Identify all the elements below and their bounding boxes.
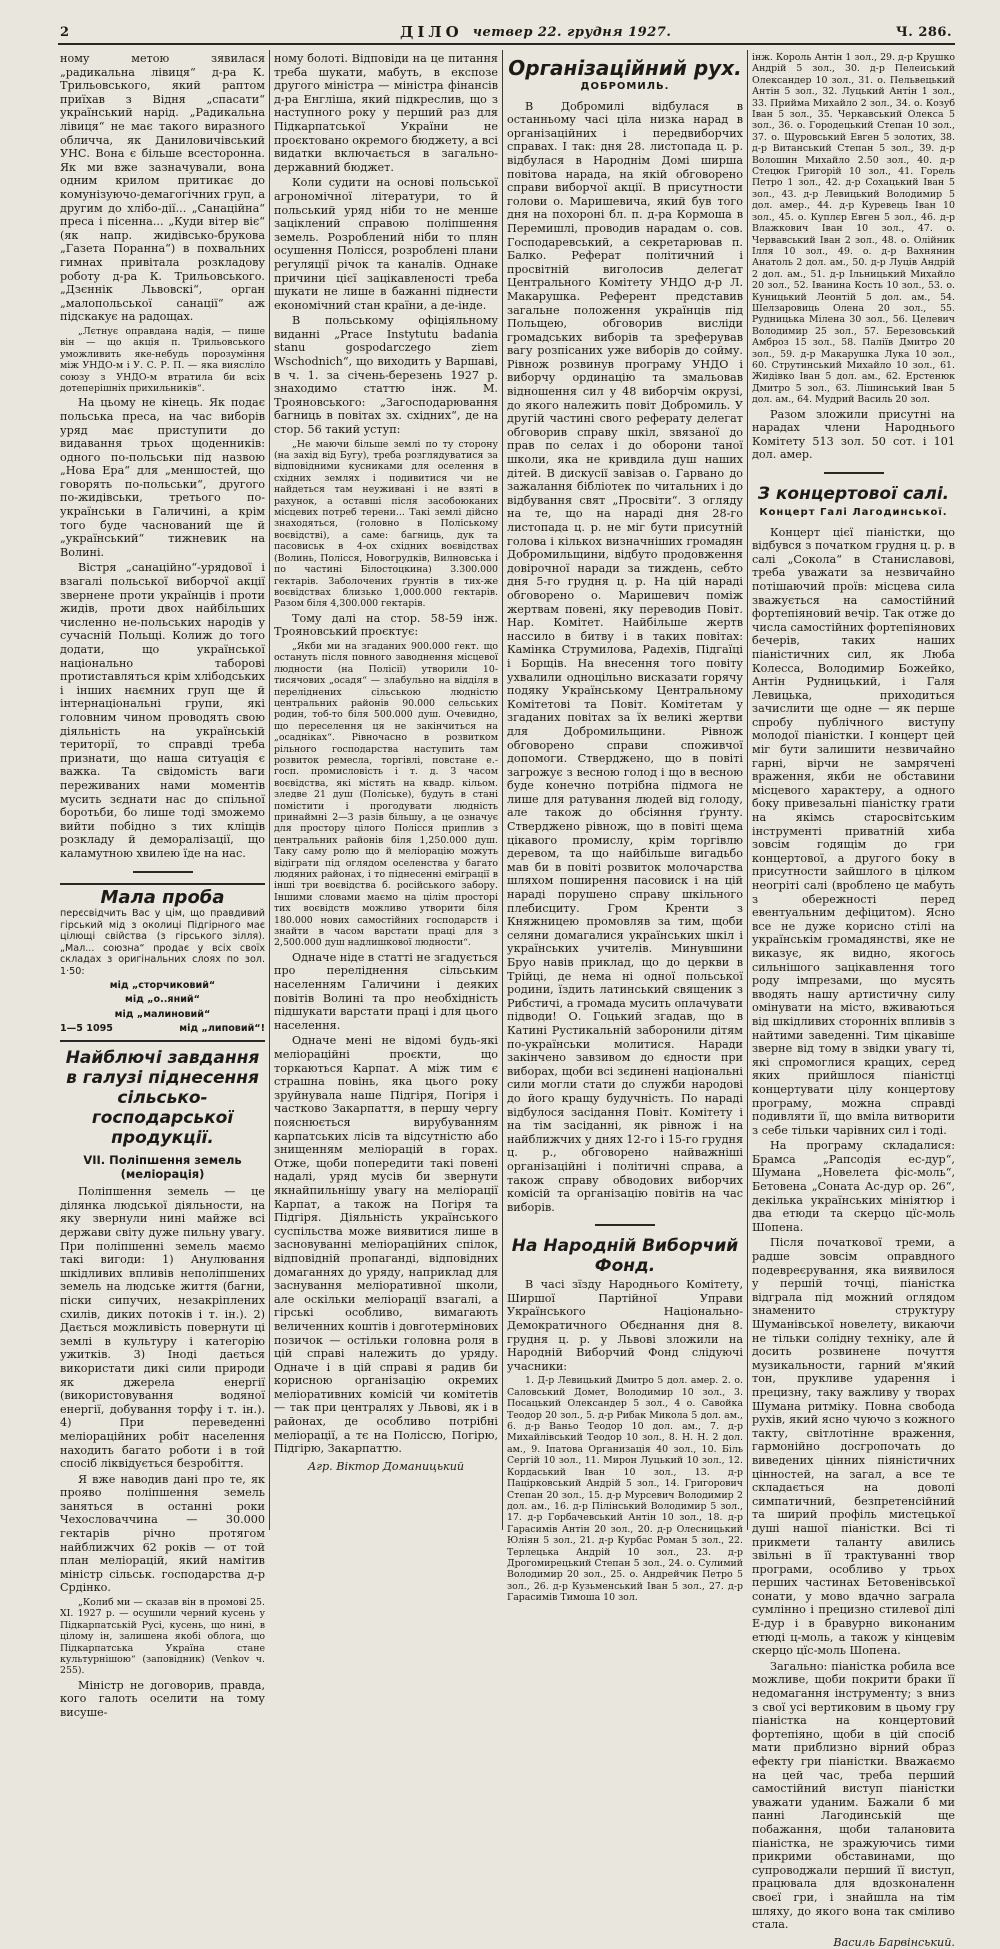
column-4 (752, 52, 955, 1949)
quote-text: „Не маючи більше землі по ту сторону (на захід від Бугу), треба розглядуватися за відповідними кусниками для оселення в східних землях і подивитися чи не найдеться там неуживані і не взяті в рахунок, а оставші після засобоюканих місцевих потреб терени... Такі землі дійсно знаходяться, (головно в Поліському воєвідстві), а саме: багниць, дук та пасовиськ в 4-ох східних воєвідствах (Волинь, Полісся, Новогрудків, Вилновська і по частині Білостоцкина) 3.300.000 гектарів. Заболочених ґрунтів в тих-же воєвідствах близько 1,000.000 гектарів. Разом біля 4,300.000 гектарів. (274, 438, 498, 610)
advertisement (60, 883, 265, 1043)
article-paragraph: Після початкової треми, а радше зовсім оправдного подевреєрування, яка виявилося у першій точці, піаністка відграла під можний оглядом знаменито структуру Шуманівської новелету, викаючи не тільки солідну техніку, але й досить розвинене почуття музикальности, гарний м'який тон, прукливе ударення і прецизну, таку важливу у творах Шумана ритміку. Повна свобода рухів, який ясно чуючо з кожного такту, світлотінне враження, гармонійно досгропочать до виведених цінних піяністичних цінностей, на загал, а все те складається на доволі симпатичний, безпретенсійний та ширий профіль мистецької душі нашої піаністки. Всі ті прикмети таланту авились звільні в її трактуванні твор програми, особливо у трьох перших частинах Бетовенівської сонати, у мово вдачно заграла сумлінно і прецизно стилевої ділі Е-дур і в бравурно виконаним етюді ц-моль, а також у кінцевім скерцо цїс-моль Шопена. (752, 1236, 955, 1658)
issue-date: четвер 22. грудня 1927. (472, 24, 672, 40)
page-header (60, 22, 952, 42)
ad-brand: мід „липовий“! (179, 1023, 265, 1035)
ad-brand: мід „о..яний“ (125, 994, 200, 1006)
quote-text: „Лєтнує оправдана надія, — пише він — що акція п. Трильовського уможливить яке-небудь порозуміння між УНДО-м і У. С. Р. П. — яка виясліло союзу з УНДО-м втратила би всіх дотеперішніх прихильників“. (60, 325, 265, 394)
article-paragraph: На цьому не кінець. Як подає польська преса, на час виборів уряд має приступити до видавання трьох щоденників: одного по-польськи під назвою „Нова Ера“ для „меншостей, що говорять по-польськи“, другого по-жидівськи, третього по-українськи в Галичині, а крім того буде часнований ще й „український“ тижневик на Волині. (60, 396, 265, 559)
column-1 (60, 52, 265, 1720)
column-divider (269, 50, 270, 1530)
article-title: На Народній Виборчий Фонд. (511, 1236, 739, 1277)
article-paragraph: Загально: піаністка робила все можливе, щоби покрити браки її недомагання інструменту; з вниз з свої усі вертиковим в цьому гру піаністка на концертовий фортепіяно, щоби в цій спосіб мати приблизно вірний образ ефекту гри піаністки. Вважаємо на цей час, треба перший самостійний виступ піаністки уважати уданим. Бажали б ми панні Лагодинській ще побажання, щоби талановита піаністка, не зражуючись тими прикрими обставинами, що супроводжали перший її виступ, працювала для вдозконаленн своєї гри, і знайшла на тім шляху, до якого вона так сміливо стала. (752, 1659, 955, 1932)
ad-code: 1—5 1095 (60, 1023, 113, 1035)
ad-body: перєсвідчить Вас у цім, що правдивий гірський мід з околиці Підгірного має цілющі свійства (з гірського зілля). „Мал... союзна“ продає у всіх своїх складах з оригінальних слоях по зол. 1·50: (60, 908, 265, 978)
ad-brand-list (60, 979, 265, 1022)
article-paragraph: Концерт цієї піаністки, що відбувся з початком грудня ц. р. в салі „Сокола“ в Станиславові, треба уважати за незвичайно потішаючий проїв: місцева сила зважується на самостійний фортепіяновий вечір. Так отже до числа самостійних фортепіянових бечерів, таких наших піаністичних сил, як Люба Колесса, Володимир Божейко, Антін Рудницький, і Галя Левицька, приходиться зачислити ще одне — як перше спробу публічного виступу молодої піаністки. І концерт цей міг бути залишити незвичайно гарні, вірчи не замрячені враження, якби не обставини місцевого характеру, а одного боку привезальні піаністку грати на якімсь старосвітським інструменті приватній хиба зовсім годящім до гри концертової, а другого боку в присутности зайшлого в цілком неогріті салі (вроблено це мабуть з обережності перед евентуальним дефіцитом). Ясно все не дуже корисно стілі на українськім громадянстві, яке не виказує, як видно, якогось сильнішого зацікавлення того роду імпрезами, що мусять вводять нашу артистичну силу омінувати на місто, вживаються від шкідливих сторонніх впливів з найтими заведенні. Тим цікавіше зверне від тому в звідки увагу ті, які спромоглися кращих, серед яких прийшлося піаністці концертувати цілу концертову програму, можна справді подивляти її, що вміла витворити з себе тільки чарівних сил і тоді. (752, 525, 955, 1137)
masthead: ДІЛО (400, 23, 463, 41)
article-paragraph: Коли судити на основі польської агрономічної літератури, то й польський уряд ніби то не менше заціклений справою поліпшення земель. Розроблений ніби то плян осушення Полісся, розроблені плани регуляції річок та каналів. Однаке причини цієї зацікавленості треба шукати не лише в бажанні піднести економічний стан країни, а де-інде. (274, 176, 498, 312)
quote-text: „Колиб ми — сказав він в промові 25. XI. 1927 р. — осушили черний кусень у Підкарпатській Русі, кусень, що нині, в цілому ін, залишена якобі облога, що Підкарпатська Україна стане культурнішою“ (заповідник) (Venkov ч. 255). (60, 1597, 265, 1677)
ad-footer (60, 1022, 265, 1036)
article-paragraph: В часі зїзду Народнього Комітету, Ширшої Партійної Управи Українського Національно-Демократичного Обєднання дня 8. грудня ц. р. у Львові зложили на Народній Виборчий Фонд слідуючі учасники: (507, 1278, 743, 1373)
header-rule (58, 43, 955, 45)
issue-number: Ч. 286. (895, 24, 952, 40)
separator (824, 472, 884, 474)
article-paragraph: Вістря „санаційно“-урядової і взагалі польської виборчої акції звернене проти українців і проти жидів, проти двох найбільших численно не-польських народів у сучасній Польщі. Колиж до того додати, що української національно таборові протиставляться крім хлібодських і інших наємних груп ще й інтернаціональні групи, які головним чином проводять свою діяльність на українській території, то справді треба признати, що наша ситуація є важка. Та свідомість ваги переживаних нами моментів мусить зєднати нас до спільної боротьби, бо лише тоді зможемо вийти побідно з тих кліщів розкладу й деморалізації, що каламутною хвилею їде на нас. (60, 561, 265, 860)
article-signature: Агр. Віктор Доманицький (307, 1459, 465, 1473)
ad-title: Мала проба (100, 886, 225, 908)
article-paragraph: Разом зложили присутні на нарадах члени Народнього Комітету 513 зол. 50 сот. і 101 дол. амер. (752, 407, 955, 462)
article-paragraph: В Добромилі відбулася в останньому часі ціла низка нарад в організаційних і передвиборчих справах. І так: дня 28. листопада ц. р. відбулася в Народнім Домі ширша повітова нарада, на якій обговорено справи виборчої акції. В присутности голови о. Маришевича, який був того дня на похороні бл. п. д-ра Кормоша в Перемишлі, проводив нарадам о. сов. Господаревський, а секретарював п. Балко. Реферат політичний і просвітній виголосив делегат Центрального Комітету УНДО д-р Л. Макарушка. Референт представив загальне положення українців під Польщею, обговорив висліди громадських виборів та зреферував вагу розпісаних уже виборів до сойму. Рівнож розвинув програму УНДО і виборчу ординацію та змальовав відношення сил у 48 виборчім окрузі, до якого належить повіт Добромиль. У другій частині свого реферату делегат обговорив справу шкіл, звязаної до прав по селах і до оборони таної школи, яка не кривдила душ наших дітей. В дискусії завізав о. Гарвано до зажалання бібліотек по читальних і до відбування свят „Просвіти“. З огляду на те, що на нараді дня 28-го листопада ц. р. не міг бути присутній голова і кількох визначніших громадян Добромильщини, відбуто продовження довірочної наради за тиждень, себто дня 5-го грудня ц. р. На цій нараді обговорено о. Маришевич поміж жертвам повені, яку переводив Повіт. Нар. Комітет. Найбільше жертв нассило в битву і в таких повітах: Камінка Струмилова, Радехів, Підгаїці і Борщів. На внесення того повіту ухвалили одноцільно висказати горячу подяку Українському Центральному Комітетові та Повіт. Комітетам у згаданих повітах за їх великі жертви для Добромильщини. Рівнож обговорено справи споживчої допомоги. Стверджено, що в повіті загрожує з весною голод і що в весною буде конечно потрібна підмога не лише для ратування людей від голоду, але також до обсіяння ґрунту. Стверджено рівнож, що в повіті щема цікавого промислу, крім торгівлю деревом, та що найбільше вигадьбо мав би в повіті розвиток молочарства шляхом поширення пасовиск і на цій нараді порушено справу шкільного плебисциту. Гром Кренти з Княжницею промовляв за тим, щоби селяни домагалися українських шкіл і українських учителів. Минувшини Бруо навів приклад, що до церкви в Трійці, де нема ні одної польської родини, їздить латинський священик з Рибстичі, а громада мусить оплачувати підводи! О. Гоцький згадав, що в Катині Рустикальній заборонили дітям по-українськи молитися. Наради закінчено завзивом до єдности при виборах, щоби всі зєдинені національні сили могли стати до служби народові до його кращу будучність. По нараді відбулося засідання Повіт. Комітету і на тім засіданні, як рівнож і на найближчих у днях 12-го і 15-го грудня ц. р., обговорено найважніші організаційні і політичні справа, а також справу обводових виборчих комісій та організацію повітів на час виборів. (507, 99, 743, 1214)
column-divider (502, 50, 503, 1530)
article-paragraph: Поліпшення земель — це ділянка людської діяльности, на яку звернули нині майже всі держави світу дуже пильну увагу. При поліпшенні земель маємо такі вигоди: 1) Анулювання шкідливих впливів неполіпшених земель на людське життя (багни, піски сипучих, незакріплених схилів, диких потоків і т. ін.). 2) Дається можливість повернути ці землі в культуру і категорію ужитків. 3) Іноді дається використати дикі сили природи як джерела енергії (використовування водяної енергії, добування торфу і т. ін.). 4) При переведенні меліораційних робіт населення находить багато роботи і в той спосіб ліквідується безробіття. (60, 1185, 265, 1471)
article-title: Організаційний рух. (508, 56, 742, 80)
article-title: З концертової салі. (757, 483, 950, 504)
column-divider (747, 50, 748, 1530)
donor-list: 1. Д-р Левицький Дмитро 5 дол. амер. 2. о. Саловський Домет, Володимир 10 зол., 3. Посацький Олександер 5 зол., 4 о. Савойка Теодор 20 зол., 5. д-р Рибак Микола 5 дол. ам., 6. д-р Ваньо Теодор 10 дол. ам., 7. д-р Михайлівський Теодор 10 зол., 8. Н. Н. 2 дол. ам., 9. Іпатова Организація 40 зол., 10. Біль Сергій 10 зол., 11. Мирон Луцький 10 зол., 12. Кордаський Іван 10 зол., 13. д-р Пацірковський Андрій 5 зол., 14. Григорович Степан 20 зол., 15. д-р Мурсевич Володимир 2 дол. ам., 16. д-р Пілінський Володимир 5 зол., 17. д-р Горбачевський Антін 10 зол., 18. д-р Гарасимів Антін 20 зол., 20. д-р Олесницький Юліян 5 зол., 21. д-р Курбас Роман 5 зол., 22. Терлецька Андрій 10 зол., 23. д-р Дрогомирецький Степан 5 зол., 24. о. Сулимий Володимир 20 зол., 25. о. Андрейчик Петро 5 зол., 26. д-р Кузьменський Іван 5 зол., 27. д-р Гарасимів Тимоша 10 зол. (507, 1375, 743, 1604)
article-paragraph: В польському офіціяльному виданні „Prace Instytutu badania stanu gospodarczego ziem Wschodnich“, що виходить у Варшаві, в ч. 1. за січень-березень 1927 р. знаходимо статтю інж. М. Трояновського: „Загосподарювання багниць в повітах зх. східних“, де на стор. 56 такий уступ: (274, 314, 498, 437)
article-paragraph: Я вже наводив дані про те, як прояво поліпшення земель заняться в останні роки Чехословаччина — 30.000 гектарів річно протягом найближчих 62 років — от той план меліорацій, який намітив міністр сільськ. господарства д-р Срдінко. (60, 1472, 265, 1595)
separator (133, 871, 193, 873)
article-paragraph: Тому далі на стор. 58-59 інж. Трояновський проєктує: (274, 611, 498, 639)
article-signature: Василь Барвінський. (833, 1935, 955, 1949)
article-paragraph: Одначе ніде в статті не згадується про переліднення сільським населенням Галичини і деяких повітів Волині та про необхідність підшукати варстати праці і для цього населення. (274, 950, 498, 1032)
donor-list: інж. Король Антін 1 зол., 29. д-р Крушко Андрій 5 зол., 30. д-р Пелеиський Олександер 10 зол., 31. о. Пельвецький Антін 5 зол., 32. Луцький Антін 1 зол., 33. Прийма Михайло 2 зол., 34. о. Козуб Іван 5 зол., 35. Черкавський Олекса 5 зол., 36. о. Городецький Степан 10 зол., 37. о. Щуровський Евген 5 золотих, 38. д-р Витанський Степан 5 зол., 39. д-р Волошин Михайло 2.50 зол., 40. д-р Стецюк Григорій 10 зол., 41. Горель Петро 1 зол., 42. д-р Сохацький Іван 5 зол., 43. д-р Левицький Володимир 5 дол. амер., 44. д-р Куревець Іван 10 зол., 45. о. Куплєр Евген 5 зол., 46. д-р Влажкович Іван 10 зол., 47. о. Червавський Іван 2 зол., 48. о. Олійник Ілля 10 зол., 49. о. д-р Вахнянин Анатоль 2 дол. ам., 50. д-р Луців Андрій 2 дол. ам., 51. д-р Ільницький Михайло 20 зол., 52. Іванина Кость 10 зол., 53. о. Куницький Леонтій 5 дол. ам., 54. Шелзаровиць Олена 20 зол., 55. Рудницька Мілена 30 зол., 56. Целевич Володимир 25 зол., 57. Березовський Амброз 15 зол., 58. Паліїв Дмитро 20 зол., 59. д-р Макарушка Лука 10 зол., 60. Струтинський Михайло 10 зол., 61. Жидівко Іван 5 дол. ам., 62. Ерстенюк Дмитро 5 зол., 63. Лішинський Іван 5 дол. ам., 64. Мудрий Василь 20 зол. (752, 52, 955, 406)
article-section: VII. Поліпшення земель (меліорація) (83, 1153, 242, 1181)
article-paragraph: ному болоті. Відповіди на це питання треба шукати, мабуть, в експозе другого міністра — міністра фінансів д-ра Енгліша, який підкреслив, що з наступного року у перший раз для Підкарпатської України не проєктовано окремого бюджету, а всі видатки включається в загально-державний бюджет. (274, 52, 498, 174)
separator (595, 1224, 655, 1226)
column-3 (507, 52, 743, 1604)
article-paragraph: Одначе мені не відомі будь-які меліораційні проєкти, що торкаються Карпат. А між тим є страшна повінь, яка цього року зруйнувала наше Підгіря, Погіря і частково Закарпаття, в першу чергу пояснюється вирубуванням карпатських лісів та відсутністю або знищенням меліорацій в горах. Отже, щоби попередити такі повені надалі, уряд мусів би звернути якнайпильнішу увагу на меліорації Карпат, а також на Погіря та Підгіря. Діяльність українського суспільства може виявитися лише в засновуванні меліораційних спілок, відповідній пропаганді, відповідних домаганнях до уряду, наприклад для заснування меліоративної школи, але оскільки меліорації взагалі, а гірські особливо, вимагають величенних коштів і довготермінових позичок — остільки головна роля в цій справі належить до уряду. Одначе і в цій справі я радив би корисною організацію окремих меліоративних комісій чи комітетів — так при централях у Львові, як і в районах, де особливо потрібні меліорації, а тє на Поліссю, Погірю, Підгірю, Закарпаттю. (274, 1034, 498, 1456)
quote-text: „Якби ми на згаданих 900.000 гект. що остануть після повного заводнення місцевої людности (на Полісії) утворили 10-тисячових „осадя“ — злабульно на відділя в переліднених сільською людністю центральних районів 90.000 сельських родин, тоб-то біля 500.000 душ. Очевидно, що переселення ця не закінчиться на „осадніках“. Рівночасно в розвитком рільного господарства наступить там розвиток ремесла, торгівлі, повстане е.-госп. промисловість і т. д. З часом воєвідства, які містять на квадр. кільом. зледве 21 душ (Поліське), будуть в стані помістити і прогодувати людність принаймні 2—3 разів більшу, а це означує для простору цілого Полісся приплив з центральних районів біля 1,250.000 душ. Таку саму ролю що й меліорацію можуть відіграти під оглядом оселенства у багато людяних районах, і то піднесенні еміграції в інші три воєвідства б. російського забору. Іншими словами маємо на цілім просторі тих воєвідств можливо утворити біля 180.000 нових самостійних господарств і знайти в часом варстати праці для з 2,500.000 душ надлишкової людности“. (274, 640, 498, 949)
article-paragraph: На програму складалися: Брамса „Рапсодія ес-дур“, Шумана „Новелета фіс-моль“, Бетовена „Соната Ас-дур ор. 26“, декілька українських мініятюр і два етюди та скерцо цїс-моль Шопена. (752, 1139, 955, 1234)
article-title: Найблючі завдання в галузі піднесення сільсько-господарської продукції. (65, 1048, 260, 1149)
article-subtitle: Концерт Галі Лагодинської. (759, 506, 948, 518)
column-2 (274, 52, 498, 1532)
article-subtitle: ДОБРОМИЛЬ. (580, 81, 670, 92)
ad-brand: мід „сторчиковий“ (109, 979, 216, 991)
page-number: 2 (60, 24, 70, 40)
ad-brand: мід „малиновий“ (114, 1008, 211, 1020)
article-paragraph: ному метою зявилася „радикальна лівиця“ д-ра К. Трильовського, який раптом приїхав з Відня „спасати“ український нарід. „Радикальна лівиця“ не має такого виразного обличча, як Даниловичівський УНС. Вона є більше всесторонна. Як ми вже зазначували, вона одним крилом притикає до комунізуючо-демагогічних груп, а другим до хлібо-дії... „Санаційна“ преса і пісенна... „Куди вітер віє“ (як напр. жидівсько-брукова „Газета Поранна“) в похвальних гимнах привітала розкладову роботу д-ра К. Трильовського. „Дзєннік Львовскі“, орган „малопольської санації“ аж підскакує на радощах. (60, 52, 265, 324)
article-paragraph: Міністр не договорив, правда, кого галоть оселити на тому висуше- (60, 1678, 265, 1720)
